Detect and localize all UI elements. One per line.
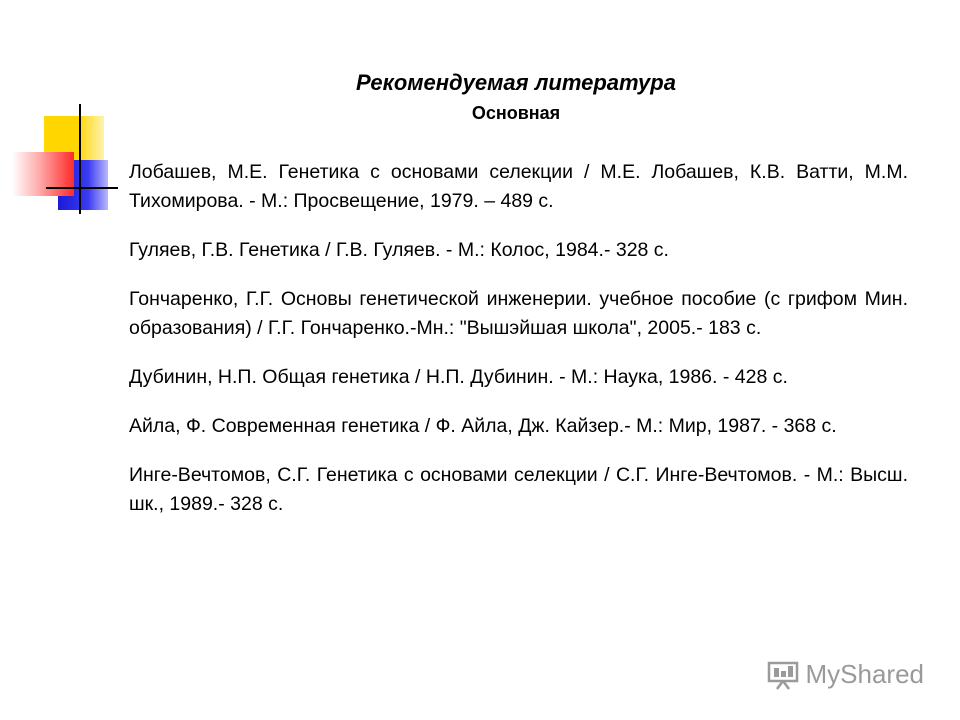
watermark	[766, 659, 925, 690]
page-title: Рекомендуемая литература	[356, 70, 676, 95]
presentation-board-icon	[766, 660, 800, 690]
bibliography-entry: Гончаренко, Г.Г. Основы генетической инженерии. учебное пособие (с грифом Мин. образования) / Г.Г. Гончаренко.-Мн.: "Вышэйшая школа", 2005.- 183 с.	[129, 288, 908, 339]
page-subtitle: Основная	[471, 103, 561, 123]
horizontal-rule	[46, 187, 118, 189]
bibliography-entry: Лобашев, М.Е. Генетика с основами селекции / М.Е. Лобашев, К.В. Ватти, М.М. Тихомирова. - М.: Просвещение, 1979. – 489 с.	[129, 161, 908, 212]
bibliography-list	[129, 158, 908, 539]
bibliography-entry: Дубинин, Н.П. Общая генетика / Н.П. Дубинин. - М.: Наука, 1986. - 428 с.	[129, 366, 788, 388]
bibliography-entry: Айла, Ф. Современная генетика / Ф. Айла, Дж. Кайзер.- М.: Мир, 1987. - 368 с.	[129, 415, 837, 437]
bibliography-entry: Гуляев, Г.В. Генетика / Г.В. Гуляев. - М.: Колос, 1984.- 328 с.	[129, 239, 669, 261]
red-square	[12, 152, 74, 196]
watermark-text: MyShared	[805, 659, 924, 689]
bibliography-entry: Инге-Вечтомов, С.Г. Генетика с основами селекции / С.Г. Инге-Вечтомов. - М.: Высш. шк., 1989.- 328 с.	[129, 464, 908, 515]
